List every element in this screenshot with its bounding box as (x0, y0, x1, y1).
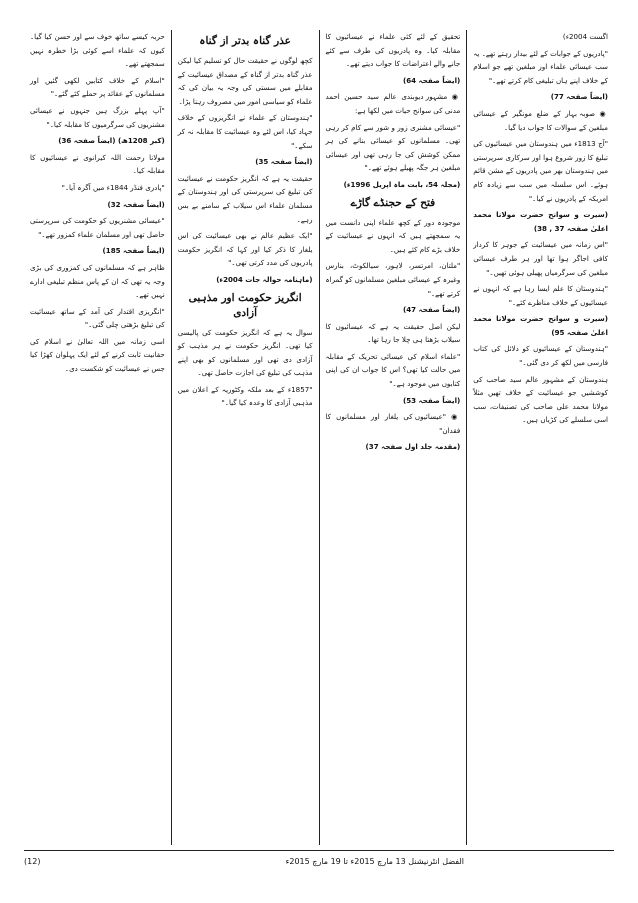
issue-line: الفضل انٹرنیشنل 13 مارچ 2015ء تا 19 مارچ 2015ء (285, 857, 464, 866)
citation: (ایضاً صفحہ 185) (102, 246, 165, 256)
citation: (سیرت و سوانح حضرت مولانا محمد اعلیٰ صفحہ 37 , 38) (473, 210, 608, 233)
paragraph: اسی زمانہ میں اللہ تعالیٰ نے اسلام کی حقانیت ثابت کرنے کے لئے ایک پہلوان کھڑا کیا جس نے عیسائیت کو شکست دی۔ (30, 336, 165, 374)
paragraph: "ہندوستان کا علم ایسا رہا ہے کہ انہوں نے عیسائیوں کے خلاف مناظرے کئے۔" (473, 284, 608, 307)
paragraph: "ایک عظیم عالم نے بھی عیسائیت کی اس یلغار کا ذکر کیا اور کہا کہ انگریز حکومت پادریوں کی مدد کرتی تھی۔" (177, 231, 313, 268)
paragraph: حربہ کیسے ساتھ خوف سے اور حسن کیا گیا۔ کیوں کہ علماء اسے کوئی بڑا خطرہ نہیں سمجھتے تھے۔ (30, 32, 165, 69)
paragraph: مولانا رحمت اللہ کیرانوی نے عیسائیوں کا مقابلہ کیا۔ (30, 152, 165, 176)
citation: (ایضاً صفحہ 35) (255, 157, 313, 167)
footer (24, 855, 614, 869)
section-heading: عذر گناہ بدتر از گناہ (199, 35, 291, 47)
paragraph: موجودہ دور کے کچھ علماء اپنی دانست میں یہ سمجھتے ہیں کہ انہوں نے عیسائیت کے خلاف بڑے کام کئے ہیں۔ (325, 217, 461, 254)
citation: (ایضاً صفحہ 53) (402, 395, 461, 405)
paragraph: "پادریوں کے جوابات کے لئے بیدار رہتے تھے۔ یہ سب عیسائی علماء اور مبلغین تھے جو اسلام کے خلاف اپنے ہاں تبلیغی کام کرتے تھے۔" (473, 48, 608, 85)
paragraph: "آج 1813ء میں ہندوستان میں عیسائیوں کی تبلیغ کا زور شروع ہوا اور سرکاری سرپرستی میں ہندوستان بھر میں پادریوں کے مشن قائم ہوئے۔ اس سلسلہ میں سب سے زیادہ کام امریکہ کے پادریوں نے کیا۔" (473, 139, 608, 203)
citation: (سیرت و سوانح حضرت مولانا محمد اعلیٰ صفحہ 95) (473, 314, 608, 337)
citation: (ایضاً صفحہ 77) (550, 92, 608, 102)
paragraph: "1857ء کے بعد ملکہ وکٹوریہ کے اعلان میں مذہبی آزادی کا وعدہ کیا گیا۔" (177, 384, 313, 408)
paragraph: کچھ لوگوں نے حقیقت حال کو تسلیم کیا لیکن عذر گناہ بدتر از گناہ کے مصداق عیسائیت کے مقابلے میں سستی کی وجہ یہ بیان کی کہ علماء کو سیاسی امور میں مصروف رہنا پڑا۔ (177, 56, 313, 106)
paragraph: "ہندوستان کے علماء نے انگریزوں کے خلاف جہاد کیا، اس لئے وہ عیسائیت کا مقابلہ نہ کر سکے۔" (177, 113, 313, 150)
section-heading: انگریز حکومت اور مذہبی آزادی (188, 291, 302, 319)
paragraph: ظاہر ہے کہ مسلمانوں کی کمزوری کی بڑی وجہ یہ تھی کہ ان کے پاس منظم تبلیغی ادارے نہیں تھے۔ (30, 262, 165, 300)
paragraph: "پادری فنڈر 1844ء میں آگرہ آیا۔" (61, 182, 165, 192)
paragraph: ◉ صوبہ بہار کے ضلع مونگیر کے عیسائی مبلغین کے سوالات کا جواب دیا گیا۔ (473, 107, 608, 134)
paragraph: لیکن اصل حقیقت یہ ہے کہ عیسائیوں کا سیلاب بڑھتا ہی چلا جا رہا تھا۔ (325, 321, 461, 345)
citation: (کبر 1208ھ) (ایضاً صفحہ 36) (58, 136, 165, 146)
paragraph: "اس زمانہ میں عیسائیت کے جوہر کا کردار کافی اجاگر ہوا تھا اور ہر طرف عیسائی مبلغین کی سرگرمیاں پھیلی ہوئی تھیں۔" (473, 240, 608, 277)
column-3 (172, 30, 320, 845)
paragraph: ◉ مشہور دیوبندی عالم سید حسین احمد مدنی کی سوانح حیات میں لکھا ہے: (326, 90, 461, 117)
paragraph: "ہندوستان کے عیسائیوں کو دلائل کی کتاب فارسی میں لکھ کر دی گئی۔" (473, 344, 608, 368)
citation: (مقدمہ جلد اول صفحہ 37) (365, 442, 461, 452)
citation: (ماہنامہ حوالہ جات 2004ء) (216, 274, 313, 284)
paragraph: "اسلام کے خلاف کتابیں لکھی گئیں اور مسلمانوں کے عقائد پر حملے کئے گئے۔" (30, 75, 165, 99)
paragraph: "عیسائی مشنری زور و شور سے کام کر رہی تھی۔ مسلمانوں کو عیسائی بنانے کی ہر ممکن کوشش کی جا رہی تھی اور عیسائی مبلغین ہر جگہ پھیلے ہوئے تھے۔" (325, 122, 461, 173)
paragraph: ◉ "عیسائیوں کی یلغار اور مسلمانوں کا فقدان" (326, 410, 461, 437)
newspaper-page (24, 30, 614, 845)
column-2 (320, 30, 468, 845)
paragraph: "انگریزی اقتدار کی آمد کے ساتھ عیسائیت کی تبلیغ بڑھتی چلی گئی۔" (30, 306, 165, 330)
paragraph: ہندوستان کے مشہور عالم سید صاحب کی کوششیں جو عیسائیت کے خلاف تھیں مثلاً مولانا محمد علی صاحب کی تصنیفات، سب اسی سلسلے کی کڑیاں ہیں۔ (473, 374, 608, 425)
paragraph: "آپ پہلے بزرگ ہیں جنہوں نے عیسائی مشنریوں کی سرگرمیوں کا مقابلہ کیا۔" (30, 105, 165, 129)
citation: (مجلہ 54، بابت ماہ اپریل 1996ء) (343, 179, 461, 189)
paragraph: "علماء اسلام کی عیسائی تحریک کے مقابلہ میں حالت کیا تھی؟ اس کا جواب ان کی اپنی کتابوں میں موجود ہے۔" (325, 351, 461, 389)
paragraph: تحقیق کے لئے کئی علماء نے عیسائیوں کا مقابلہ کیا۔ وہ پادریوں کی طرف سے کئے جانے والے اعتراضات کا جواب دیتے تھے۔ (325, 32, 461, 69)
paragraph: سوال یہ ہے کہ انگریز حکومت کی پالیسی کیا تھی۔ انگریز حکومت نے ہر مذہب کو آزادی دی تھی اور مسلمانوں کو بھی اپنے مذہب کی تبلیغ کی اجازت حاصل تھی۔ (177, 327, 313, 378)
page-number: (12) (24, 857, 41, 866)
paragraph: "ملتان، امرتسر، لاہور، سیالکوٹ، بنارس وغیرہ کے عیسائی مبلغین مسلمانوں کو گمراہ کرتے تھے۔" (325, 261, 461, 298)
footer-rule (24, 850, 614, 851)
citation: (ایضاً صفحہ 32) (107, 199, 165, 209)
citation: (ایضاً صفحہ 47) (402, 305, 461, 315)
paragraph: حقیقت یہ ہے کہ انگریز حکومت نے عیسائیت کی تبلیغ کی سرپرستی کی اور ہندوستان کے مسلمان علماء اس سیلاب کے سامنے بے بس رہے۔ (177, 173, 313, 224)
column-1 (467, 30, 614, 845)
citation: (ایضاً صفحہ 64) (402, 75, 461, 85)
column-4 (24, 30, 172, 845)
section-heading: فتح کے حجنڈے گاڑے (350, 196, 436, 209)
paragraph: اگست 2004ء) (562, 32, 608, 41)
paragraph: "عیسائی مشنریوں کو حکومت کی سرپرستی حاصل تھی اور مسلمان علماء کمزور تھے۔" (30, 216, 165, 239)
